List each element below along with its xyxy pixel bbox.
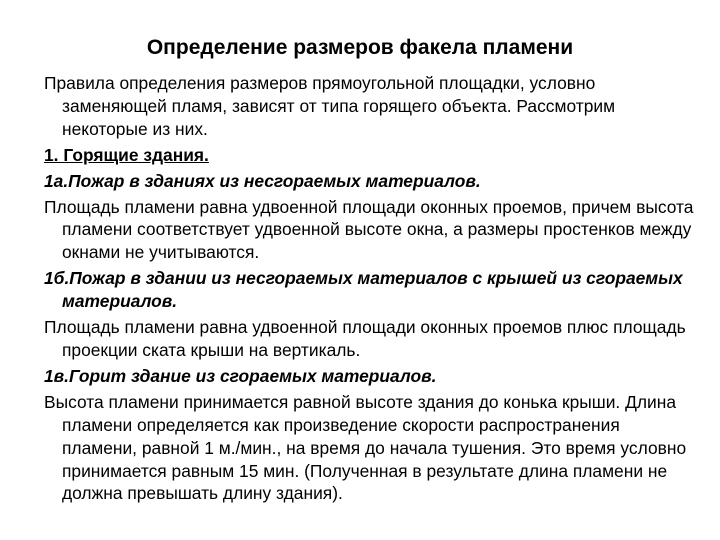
case-1a-text: Площадь пламени равна удвоенной площади оконных проемов, причем высота пламени соответствует удвоенной высоте окна, а размеры простенков между окнами не учитываются.: [44, 196, 694, 263]
slide-title: Определение размеров факела пламени: [146, 36, 574, 59]
case-1b-heading: 1б.Пожар в здании из несгораемых материалов с крышей из сгораемых материалов.: [44, 268, 683, 312]
case-1a-heading: 1а.Пожар в зданиях из несгораемых материалов.: [44, 170, 481, 191]
section-heading-burning-buildings: 1. Горящие здания.: [44, 144, 209, 165]
case-1b-text: Площадь пламени равна удвоенной площади оконных проемов плюс площадь проекции ската крыши на вертикаль.: [44, 317, 686, 360]
intro-paragraph: Правила определения размеров прямоугольной площадки, условно заменяющей пламя, зависят от типа горящего объекта. Рассмотрим некоторые из них.: [44, 73, 616, 139]
case-1v-text: Высота пламени принимается равной высоте здания до конька крыши. Длина пламени определяется как произведение скорости распространения пламени, равной 1 м./мин., на время до начала тушения. Это время условно принимается равным 15 мин. (Полученная в результате длина пламени не должна превышать длину здания).: [44, 391, 687, 504]
case-1v-heading: 1в.Горит здание из сгораемых материалов.: [44, 365, 437, 386]
slide-body: [44, 72, 694, 508]
